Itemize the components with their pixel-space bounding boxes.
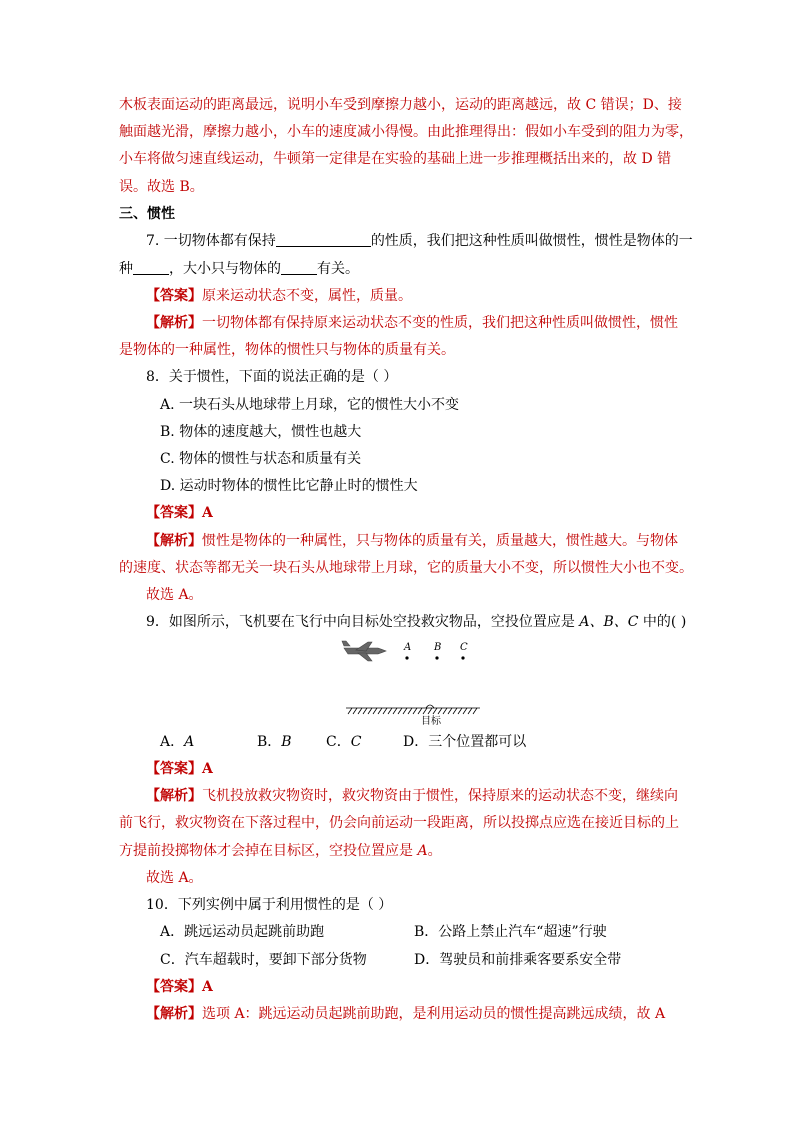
q8-option-b: B. 物体的速度越大，惯性也越大 (160, 424, 362, 440)
prev-analysis-line-1: 木板表面运动的距离最远，说明小车受到摩擦力越小，运动的距离越远，故 C 错误；D、接 (119, 97, 682, 113)
q8-stem: 8．关于惯性，下面的说法正确的是（ ） (146, 369, 398, 385)
q9-point-b (435, 656, 438, 659)
q7-analysis-line-1 (146, 313, 678, 333)
q8-answer-text: A (202, 505, 213, 521)
q7-analysis-line-2: 是物体的一种属性，物体的惯性只与物体的质量有关。 (119, 342, 455, 358)
q9-analysis-text-1: 飞机投放救灾物资时，救灾物资由于惯性，保持原来的运动状态不变，继续向 (202, 788, 678, 804)
q7-answer-text: 原来运动状态不变，属性，质量。 (202, 288, 412, 304)
q9-target-label: 目标 (421, 716, 441, 727)
q9-option-a-letter: A (184, 734, 195, 750)
q9-answer (146, 759, 213, 779)
airplane-icon (342, 641, 386, 661)
q9-answer-text: A (202, 761, 213, 777)
q9-stem (146, 612, 686, 632)
q7-stem-line-2 (119, 259, 359, 279)
q10-stem: 10．下列实例中属于利用惯性的是（ ） (146, 897, 393, 913)
q10-answer (146, 977, 213, 997)
q9-option-c-prefix: C． (326, 734, 351, 750)
q7-analysis-text-1: 一切物体都有保持原来运动状态不变的性质，我们把这种性质叫做惯性，惯性 (202, 315, 678, 331)
q9-stem-italic: A、B、C (579, 614, 639, 630)
q10-option-d: D．驾驶员和前排乘客要系安全带 (414, 952, 622, 968)
q7-stem-part-1: 7. 一切物体都有保持 (146, 233, 276, 249)
q7-blank-1 (276, 232, 371, 247)
q8-analysis-text-1: 惯性是物体的一种属性，只与物体的质量有关，质量越大，惯性越大。与物体 (202, 533, 678, 549)
q8-analysis-tag: 【解析】 (146, 533, 202, 549)
q8-analysis-line-1 (146, 531, 678, 551)
section-title: 三、惯性 (119, 206, 175, 222)
q8-option-a: A. 一块石头从地球带上月球，它的惯性大小不变 (160, 397, 460, 413)
q8-answer (146, 503, 213, 523)
q10-analysis-text-1: 选项 A：跳远运动员起跳前助跑，是利用运动员的惯性提高跳远成绩，故 A (202, 1006, 666, 1022)
q9-option-a (160, 732, 194, 752)
q10-answer-tag: 【答案】 (146, 979, 202, 995)
q9-figure (338, 632, 488, 732)
q9-analysis-text-3c: 。 (427, 843, 442, 859)
q7-blank-3 (281, 260, 317, 275)
q7-stem-line-1 (146, 231, 693, 251)
q9-analysis-line-2: 前飞行，救灾物资在下落过程中，仍会向前运动一段距离，所以投掷点应选在接近目标的上 (119, 815, 679, 831)
q9-label-c: C (460, 642, 468, 653)
q9-option-d: D．三个位置都可以 (403, 734, 527, 750)
q8-analysis-line-2: 的速度、状态等都无关一块石头从地球带上月球，它的质量大小不变，所以惯性大小也不变。 (119, 560, 693, 576)
q9-analysis-text-3a: 方提前投掷物体才会掉在目标区，空投位置应是 (119, 843, 418, 859)
q8-option-c: C. 物体的惯性与状态和质量有关 (160, 451, 362, 467)
q9-option-c-letter: C (350, 734, 362, 750)
q9-stem-part-2: 中的( ) (638, 614, 687, 630)
q9-label-b: B (434, 642, 442, 653)
q9-analysis-text-3b: A (417, 843, 428, 859)
q9-analysis-tag: 【解析】 (146, 788, 202, 804)
q10-answer-text: A (202, 979, 213, 995)
q7-stem-part-2: 的性质，我们把这种性质叫做惯性，惯性是物体的一 (370, 233, 693, 249)
prev-analysis-line-4: 误。故选 B。 (119, 179, 204, 195)
q10-option-c: C．汽车超载时，要卸下部分货物 (160, 952, 367, 968)
q10-analysis-line-1 (146, 1004, 665, 1024)
target-mark (426, 705, 434, 708)
q9-conclusion: 故选 A。 (146, 870, 203, 886)
q10-option-b: B．公路上禁止汽车“超速”行驶 (414, 924, 607, 940)
q9-option-b-letter: B (281, 734, 292, 750)
q9-label-a: A (404, 642, 412, 653)
q9-analysis-line-1 (146, 786, 678, 806)
q7-blank-2 (133, 260, 169, 275)
q9-stem-part-1: 9．如图所示，飞机要在飞行中向目标处空投救灾物品，空投位置应是 (146, 614, 580, 630)
q8-conclusion: 故选 A。 (146, 587, 203, 603)
q9-option-c (326, 732, 361, 752)
q9-option-b-prefix: B． (257, 734, 282, 750)
q10-option-a: A．跳远运动员起跳前助跑 (160, 924, 325, 940)
q8-answer-tag: 【答案】 (146, 505, 202, 521)
q9-point-c (461, 656, 464, 659)
q7-stem-part-4: ，大小只与物体的 (169, 261, 281, 277)
q7-analysis-tag: 【解析】 (146, 315, 202, 331)
q7-answer (146, 286, 412, 306)
prev-analysis-line-2: 触面越光滑，摩擦力越小，小车的速度减小得慢。由此推理得出：假如小车受到的阻力为零， (119, 124, 693, 140)
q9-point-a (405, 656, 408, 659)
ground-hatch (346, 708, 480, 714)
q10-analysis-tag: 【解析】 (146, 1006, 202, 1022)
q9-option-a-prefix: A． (160, 734, 185, 750)
q7-answer-tag: 【答案】 (146, 288, 202, 304)
q7-stem-part-5: 有关。 (317, 261, 359, 277)
q8-option-d: D. 运动时物体的惯性比它静止时的惯性大 (160, 478, 418, 494)
q7-stem-part-3: 种 (119, 261, 133, 277)
q9-analysis-line-3 (119, 841, 442, 861)
prev-analysis-line-3: 小车将做匀速直线运动，牛顿第一定律是在实验的基础上进一步推理概括出来的，故 D 错 (119, 151, 672, 167)
q9-option-b (257, 732, 292, 752)
q9-answer-tag: 【答案】 (146, 761, 202, 777)
